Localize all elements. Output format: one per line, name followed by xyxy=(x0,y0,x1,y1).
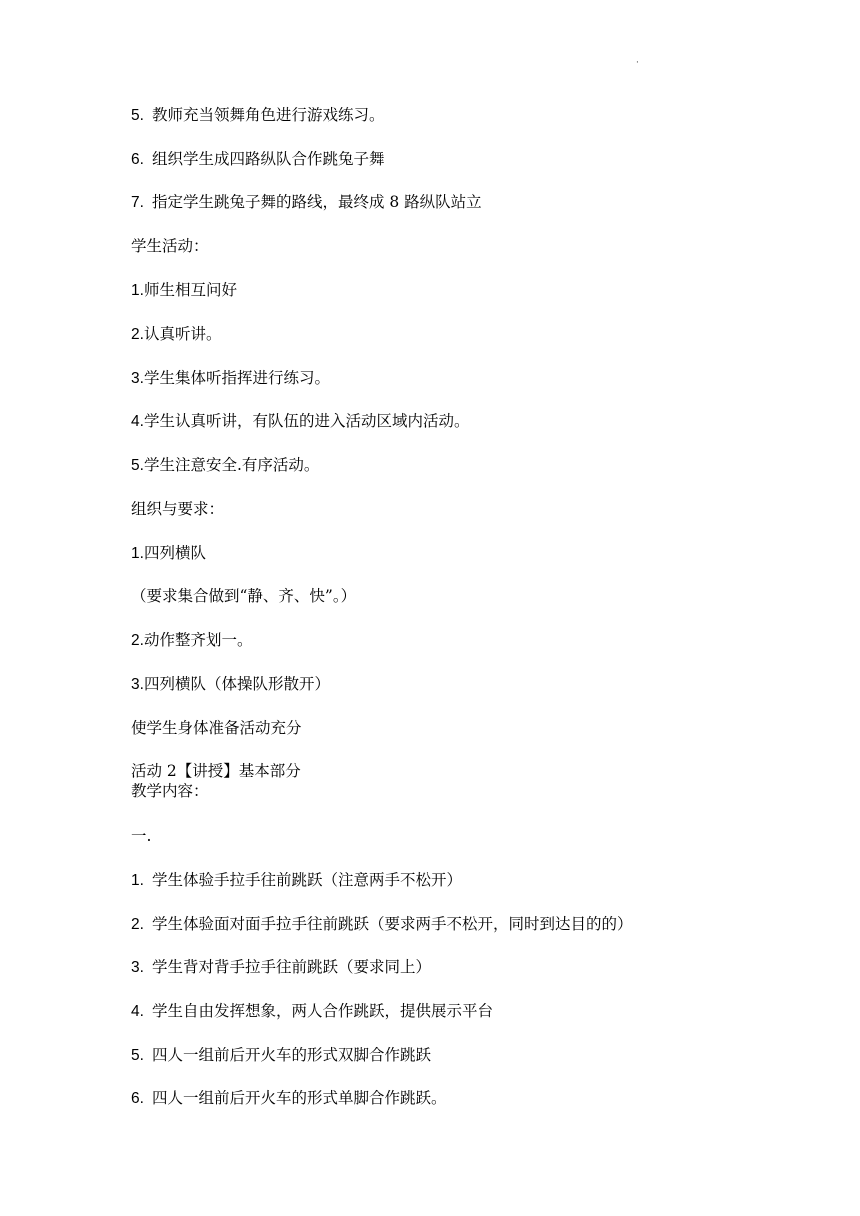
item-number: 4. xyxy=(131,1003,144,1020)
list-item-content-6 xyxy=(131,1088,446,1109)
item-number: 5. xyxy=(131,107,144,124)
item-number: 3. xyxy=(131,676,144,693)
heading-text: 学生活动： xyxy=(131,237,209,255)
section-heading-activity-2 xyxy=(131,761,301,781)
item-number: 5. xyxy=(131,457,144,474)
list-item-content-5 xyxy=(131,1045,431,1066)
item-text: 学生体验手拉手往前跳跃（注意两手不松开） xyxy=(151,871,462,889)
section-heading-teaching-content xyxy=(131,781,209,801)
list-item-student-1 xyxy=(131,280,237,301)
list-item-content-2 xyxy=(131,914,632,935)
paragraph-purpose xyxy=(131,718,302,738)
note-requirement xyxy=(131,586,356,606)
list-item-student-3 xyxy=(131,368,330,389)
item-text: 认真听讲。 xyxy=(143,325,222,343)
section-number-one xyxy=(131,826,151,846)
item-number: 6. xyxy=(131,1090,144,1107)
item-text: 学生注意安全.有序活动。 xyxy=(143,456,320,474)
list-item-teacher-6 xyxy=(131,149,384,170)
item-text: 组织学生成四路纵队合作跳兔子舞 xyxy=(151,150,385,168)
item-number: 2. xyxy=(131,916,144,933)
heading-text: 组织与要求： xyxy=(131,500,225,518)
item-text: 四人一组前后开火车的形式单脚合作跳跃。 xyxy=(151,1089,447,1107)
item-number: 1. xyxy=(131,872,144,889)
item-text: 教师充当领舞角色进行游戏练习。 xyxy=(151,106,385,124)
item-text: 学生认真听讲，有队伍的进入活动区域内活动。 xyxy=(143,412,470,430)
item-number: 3. xyxy=(131,959,144,976)
item-number: 5. xyxy=(131,1047,144,1064)
list-item-content-1 xyxy=(131,870,462,891)
list-item-org-3 xyxy=(131,674,330,695)
item-number: 2. xyxy=(131,632,144,649)
item-text: 指定学生跳兔子舞的路线，最终成 8 路纵队站立 xyxy=(151,193,482,211)
item-number: 6. xyxy=(131,151,144,168)
list-item-content-3 xyxy=(131,957,431,978)
list-item-content-4 xyxy=(131,1001,493,1022)
list-item-student-2 xyxy=(131,324,221,345)
list-item-teacher-5 xyxy=(131,105,384,126)
item-number: 7. xyxy=(131,194,144,211)
item-text: 四人一组前后开火车的形式双脚合作跳跃 xyxy=(151,1046,431,1064)
list-item-student-4 xyxy=(131,411,469,432)
item-text: 学生体验面对面手拉手往前跳跃（要求两手不松开，同时到达目的的） xyxy=(151,915,633,933)
page-mark: · xyxy=(636,58,639,68)
section-heading-student-activity xyxy=(131,236,209,256)
item-number: 3. xyxy=(131,370,144,387)
note-text: （要求集合做到“静、齐、快”。） xyxy=(131,587,357,605)
list-item-teacher-7 xyxy=(131,192,482,213)
item-number: 1. xyxy=(131,282,144,299)
item-number: 2. xyxy=(131,326,144,343)
item-text: 四列横队 xyxy=(143,544,206,562)
heading-text: 教学内容： xyxy=(131,782,209,800)
paragraph-text: 使学生身体准备活动充分 xyxy=(131,719,302,737)
list-item-student-5 xyxy=(131,455,319,476)
item-text: 动作整齐划一。 xyxy=(143,631,253,649)
item-number: 4. xyxy=(131,413,144,430)
item-text: 学生集体听指挥进行练习。 xyxy=(143,369,330,387)
item-text: 学生背对背手拉手往前跳跃（要求同上） xyxy=(151,958,431,976)
item-number: 1. xyxy=(131,545,144,562)
heading-text: 一. xyxy=(131,827,152,845)
list-item-org-2 xyxy=(131,630,252,651)
item-text: 学生自由发挥想象，两人合作跳跃，提供展示平台 xyxy=(151,1002,493,1020)
list-item-org-1 xyxy=(131,543,206,564)
item-text: 师生相互问好 xyxy=(143,281,237,299)
item-text: 四列横队（体操队形散开） xyxy=(143,675,330,693)
section-heading-organization xyxy=(131,499,224,519)
heading-text: 活动 2【讲授】基本部分 xyxy=(131,762,301,780)
